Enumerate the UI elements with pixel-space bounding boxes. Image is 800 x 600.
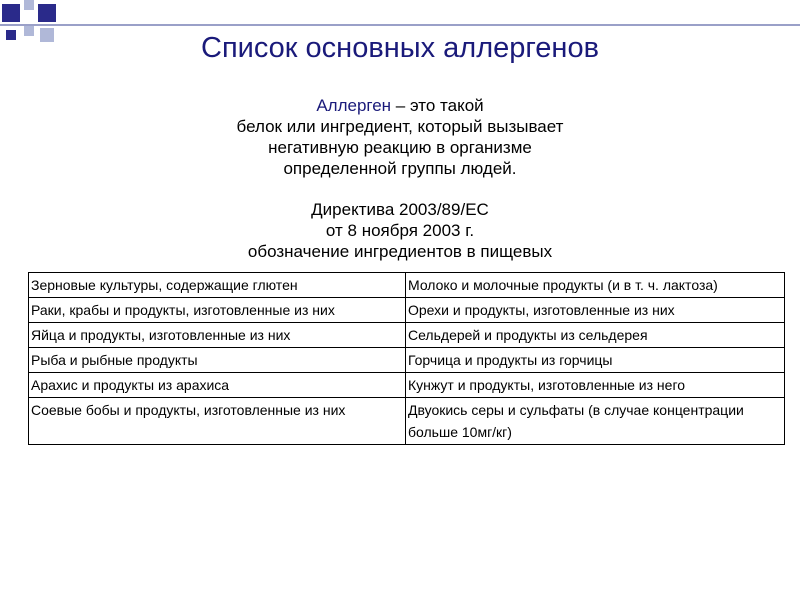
- table-row: [29, 273, 785, 298]
- table-row: [29, 323, 785, 348]
- table-row: [29, 398, 785, 445]
- table-cell: Двуокись серы и сульфаты (в случае концентрации больше 10мг/кг): [406, 398, 785, 445]
- table-cell: Горчица и продукты из горчицы: [406, 348, 785, 373]
- table-cell: Арахис и продукты из арахиса: [29, 373, 406, 398]
- table-cell: Кунжут и продукты, изготовленные из него: [406, 373, 785, 398]
- table-cell: Соевые бобы и продукты, изготовленные из них: [29, 398, 406, 445]
- definition-block: [160, 95, 640, 262]
- table-cell: Зерновые культуры, содержащие глютен: [29, 273, 406, 298]
- header-rule: [0, 24, 800, 26]
- table-cell: Сельдерей и продукты из сельдерея: [406, 323, 785, 348]
- deco-square: [38, 4, 56, 22]
- definition-line: белок или ингредиент, который вызывает: [236, 117, 564, 136]
- definition-line: негативную реакцию в организме: [268, 138, 532, 157]
- directive-line: от 8 ноября 2003 г.: [325, 221, 475, 240]
- deco-square: [24, 0, 34, 10]
- allergen-table-body: [29, 273, 785, 445]
- directive-line: Директива 2003/89/ЕС: [311, 200, 489, 219]
- definition-text: – это такой: [391, 96, 484, 115]
- page-title: Список основных аллергенов: [201, 32, 599, 64]
- table-cell: Орехи и продукты, изготовленные из них: [406, 298, 785, 323]
- table-row: [29, 348, 785, 373]
- table-row: [29, 298, 785, 323]
- table-cell: Рыба и рыбные продукты: [29, 348, 406, 373]
- directive-line: обозначение ингредиентов в пищевых: [247, 242, 553, 261]
- table-row: [29, 373, 785, 398]
- table-cell: Яйца и продукты, изготовленные из них: [29, 323, 406, 348]
- definition-line: определенной группы людей.: [283, 159, 517, 178]
- table-cell: Молоко и молочные продукты (и в т. ч. лактоза): [406, 273, 785, 298]
- allergen-table: [28, 272, 780, 445]
- definition-term: Аллерген: [316, 96, 392, 115]
- table-cell: Раки, крабы и продукты, изготовленные из них: [29, 298, 406, 323]
- deco-square: [2, 4, 20, 22]
- definition-line: [160, 95, 640, 116]
